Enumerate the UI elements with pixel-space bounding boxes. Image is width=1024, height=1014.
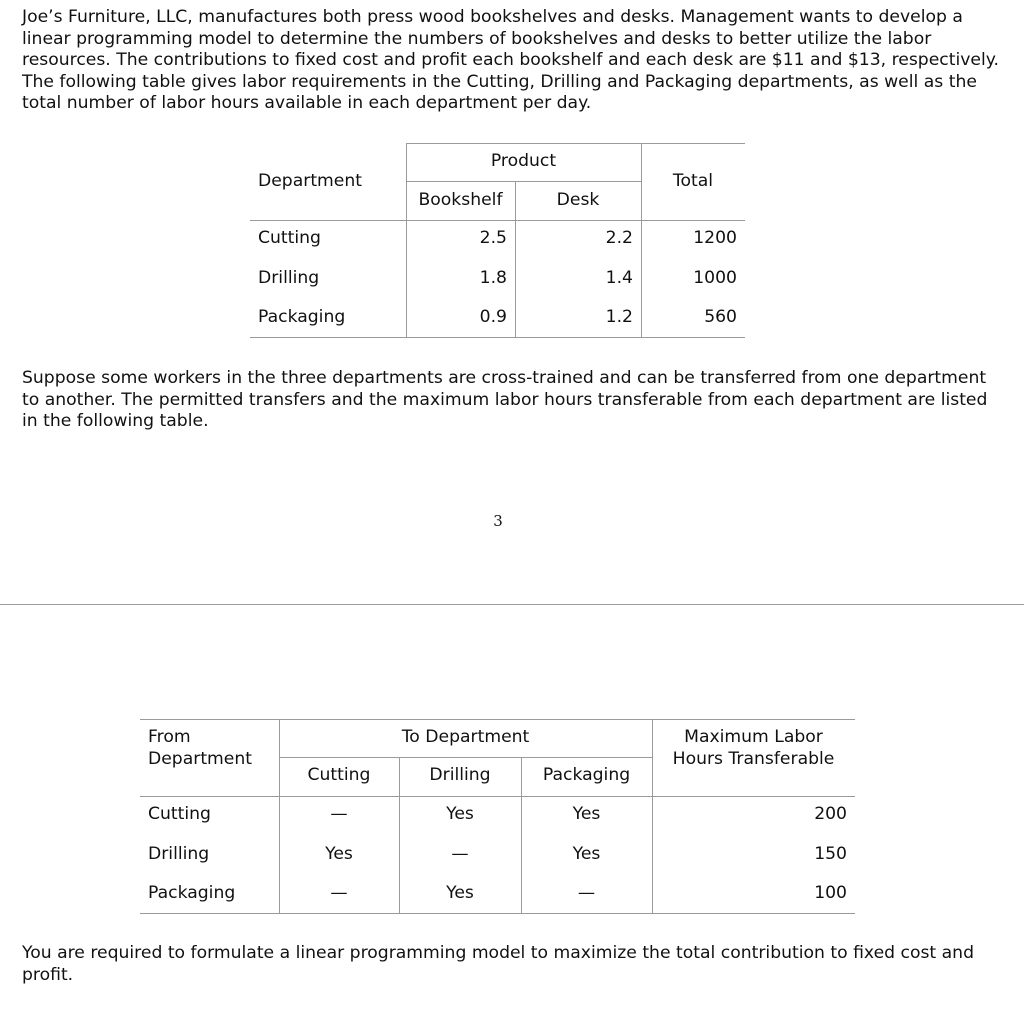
header-to-department: To Department <box>401 727 530 747</box>
cell-bookshelf: 0.9 <box>479 307 507 327</box>
closing-paragraph: You are required to formulate a linear programming model to maximize the total contribution to fixed cost and profit. <box>22 943 974 985</box>
cell-total: 1000 <box>693 268 737 288</box>
header-cutting: Cutting <box>307 765 371 785</box>
header-from-line2: Department <box>148 748 253 769</box>
cell-cutting: — <box>330 883 348 903</box>
header-bookshelf: Bookshelf <box>418 190 503 210</box>
cell-total: 560 <box>704 307 737 327</box>
cell-cutting: Yes <box>325 844 353 864</box>
header-max-line1: Maximum Labor <box>684 727 823 747</box>
row-department: Cutting <box>258 228 321 248</box>
table-rule <box>279 757 652 758</box>
header-total: Total <box>672 171 714 191</box>
header-drilling: Drilling <box>429 765 491 785</box>
cell-desk: 2.2 <box>605 228 633 248</box>
cell-max-hours: 200 <box>814 804 847 824</box>
page-number: 3 <box>493 512 503 530</box>
row-from: Drilling <box>148 844 210 864</box>
row-from: Cutting <box>148 804 211 824</box>
cell-desk: 1.2 <box>605 307 633 327</box>
cell-desk: 1.4 <box>605 268 633 288</box>
cell-packaging: Yes <box>572 804 601 824</box>
cell-drilling: Yes <box>446 804 474 824</box>
header-packaging: Packaging <box>542 765 631 785</box>
header-max-line2: Hours Transferable <box>672 748 835 769</box>
cell-packaging: — <box>577 883 596 903</box>
header-desk: Desk <box>556 190 600 210</box>
header-product: Product <box>490 151 557 171</box>
row-department: Packaging <box>258 307 346 327</box>
header-department: Department <box>258 171 363 191</box>
cell-total: 1200 <box>693 228 737 248</box>
header-from-line1: From <box>148 727 191 747</box>
cell-max-hours: 100 <box>814 883 847 903</box>
header-from-department <box>148 727 252 770</box>
table-rule <box>140 719 855 720</box>
cell-cutting: — <box>330 804 348 824</box>
cell-packaging: Yes <box>572 844 601 864</box>
transfer-paragraph: Suppose some workers in the three departments are cross-trained and can be transferred from one department to another. The permitted transfers and the maximum labor hours transferable from each department are listed in the following table. <box>22 368 988 432</box>
table-rule <box>140 913 855 914</box>
cell-max-hours: 150 <box>814 844 847 864</box>
cell-bookshelf: 2.5 <box>479 228 507 248</box>
cell-bookshelf: 1.8 <box>479 268 507 288</box>
cell-drilling: — <box>451 844 469 864</box>
table-rule <box>140 796 855 797</box>
cell-drilling: Yes <box>446 883 474 903</box>
row-department: Drilling <box>258 268 320 288</box>
intro-paragraph: Joe’s Furniture, LLC, manufactures both press wood bookshelves and desks. Management wants to develop a linear programming model to determine the numbers of bookshelves and desks to better utilize the labor resources. The contributions to fixed cost and profit each bookshelf and each desk are $11 and $13, respectively. The following table gives labor requirements in the Cutting, Drilling and Packaging departments, as well as the total number of labor hours available in each department per day. <box>22 7 999 114</box>
header-max-hours <box>652 727 855 770</box>
row-from: Packaging <box>148 883 236 903</box>
